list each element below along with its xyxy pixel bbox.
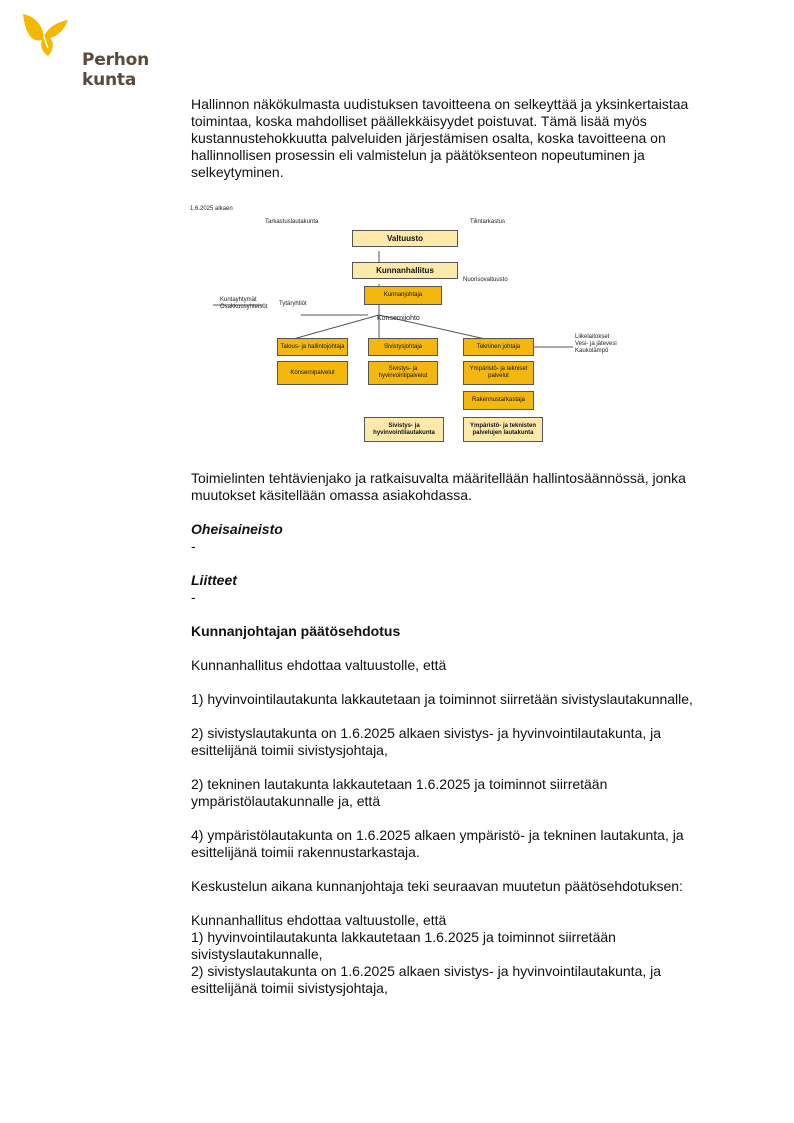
org-ymparisto-tekniset-palvelut: Ympäristö- ja tekniset palvelut bbox=[463, 361, 534, 385]
org-kaukolampo: Kaukolämpö bbox=[575, 348, 609, 354]
org-sivistys-lautakunta: Sivistys- ja hyvinvointilautakunta bbox=[364, 417, 444, 442]
document-body bbox=[191, 96, 701, 997]
proposal-item-3: 2) tekninen lautakunta lakkautetaan 1.6.2025 ja toiminnot siirretään ympäristölautakunnalle ja, että bbox=[191, 776, 608, 809]
intro-paragraph: Hallinnon näkökulmasta uudistuksen tavoitteena on selkeyttää ja yksinkertaistaa toimintaa, koska mahdolliset päällekkäisyydet poistuvat. Tämä lisää myös kustannustehokkuutta palveluiden järjestämisen osalta, koska tavoitteena on hallinnollisen prosessin eli valmistelun ja päätöksenteon nopeutuminen ja selkeytyminen. bbox=[191, 96, 689, 180]
oheisaineisto-heading: Oheisaineisto bbox=[191, 521, 283, 537]
org-tytaryhtiot: Tytäryhtiöt bbox=[279, 301, 307, 307]
proposal-heading: Kunnanjohtajan päätösehdotus bbox=[191, 623, 401, 639]
org-chart bbox=[183, 193, 633, 448]
proposal-item-2: 2) sivistyslautakunta on 1.6.2025 alkaen sivistys- ja hyvinvointilautakunta, ja esittelijänä toimii sivistysjohtaja, bbox=[191, 725, 662, 758]
org-kunnanjohtaja: Kunnanjohtaja bbox=[364, 286, 442, 305]
org-tekninen-johtaja: Tekninen johtaja bbox=[463, 338, 534, 356]
org-talous-hallintojohtaja: Talous- ja hallintojohtaja bbox=[277, 338, 348, 356]
org-sivistysjohtaja: Sivistysjohtaja bbox=[368, 338, 438, 356]
org-tarkastuslautakunta: Tarkastuslautakunta bbox=[265, 219, 319, 225]
butterfly-icon bbox=[20, 10, 80, 60]
proposal-item-4: 4) ympäristölautakunta on 1.6.2025 alkaen ympäristö- ja tekninen lautakunta, ja esittelijänä toimii rakennustarkastaja. bbox=[191, 827, 684, 860]
org-rakennustarkastaja: Rakennustarkastaja bbox=[463, 391, 534, 410]
org-tilintarkastus: Tilintarkastus bbox=[470, 219, 506, 225]
responsibility-paragraph: Toimielinten tehtävienjako ja ratkaisuvalta määritellään hallintosäännössä, jonka muutokset käsitellään omassa asiakohdassa. bbox=[191, 470, 686, 503]
org-kuntayhtymat: Kuntayhtymät bbox=[220, 297, 257, 303]
oheisaineisto-value: - bbox=[191, 538, 196, 554]
org-date-label: 1.6.2025 alkaen bbox=[190, 206, 233, 212]
discussion-paragraph: Keskustelun aikana kunnanjohtaja teki seuraavan muutetun päätösehdotuksen: bbox=[191, 878, 683, 894]
modified-item-1: 1) hyvinvointilautakunta lakkautetaan 1.6.2025 ja toiminnot siirretään sivistyslautakunnalle, bbox=[191, 929, 616, 962]
proposal-lead: Kunnanhallitus ehdottaa valtuustolle, että bbox=[191, 657, 447, 673]
org-ymparisto-lautakunta: Ympäristö- ja teknisten palvelujen lautakunta bbox=[463, 417, 543, 442]
org-valtuusto: Valtuusto bbox=[352, 230, 458, 247]
org-konsernipalvelut: Konsernipalvelut bbox=[277, 361, 348, 385]
liitteet-heading: Liitteet bbox=[191, 572, 237, 588]
logo bbox=[20, 10, 195, 90]
org-osakkuusyhteisot: Osakkuusyhteisöt bbox=[220, 304, 268, 310]
org-sivistys-hyvinvointipalvelut: Sivistys- ja hyvinvointipalvelut bbox=[368, 361, 438, 385]
modified-lead: Kunnanhallitus ehdottaa valtuustolle, että bbox=[191, 912, 447, 928]
liitteet-value: - bbox=[191, 589, 196, 605]
proposal-item-1: 1) hyvinvointilautakunta lakkautetaan ja toiminnot siirretään sivistyslautakunnalle, bbox=[191, 691, 693, 707]
org-vesi-jatevesi: Vesi- ja jätevesi bbox=[575, 341, 617, 347]
org-nuorisovaltuusto: Nuorisovaltuusto bbox=[463, 277, 508, 283]
org-kunnanhallitus: Kunnanhallitus bbox=[352, 262, 458, 279]
org-konsernijohto: Konsernijohto bbox=[377, 315, 420, 322]
org-liikelaitokset: Liikelaitokset bbox=[575, 334, 610, 340]
modified-item-2: 2) sivistyslautakunta on 1.6.2025 alkaen sivistys- ja hyvinvointilautakunta, ja esittelijänä toimii sivistysjohtaja, bbox=[191, 963, 662, 996]
logo-text: Perhon kunta bbox=[82, 50, 150, 90]
